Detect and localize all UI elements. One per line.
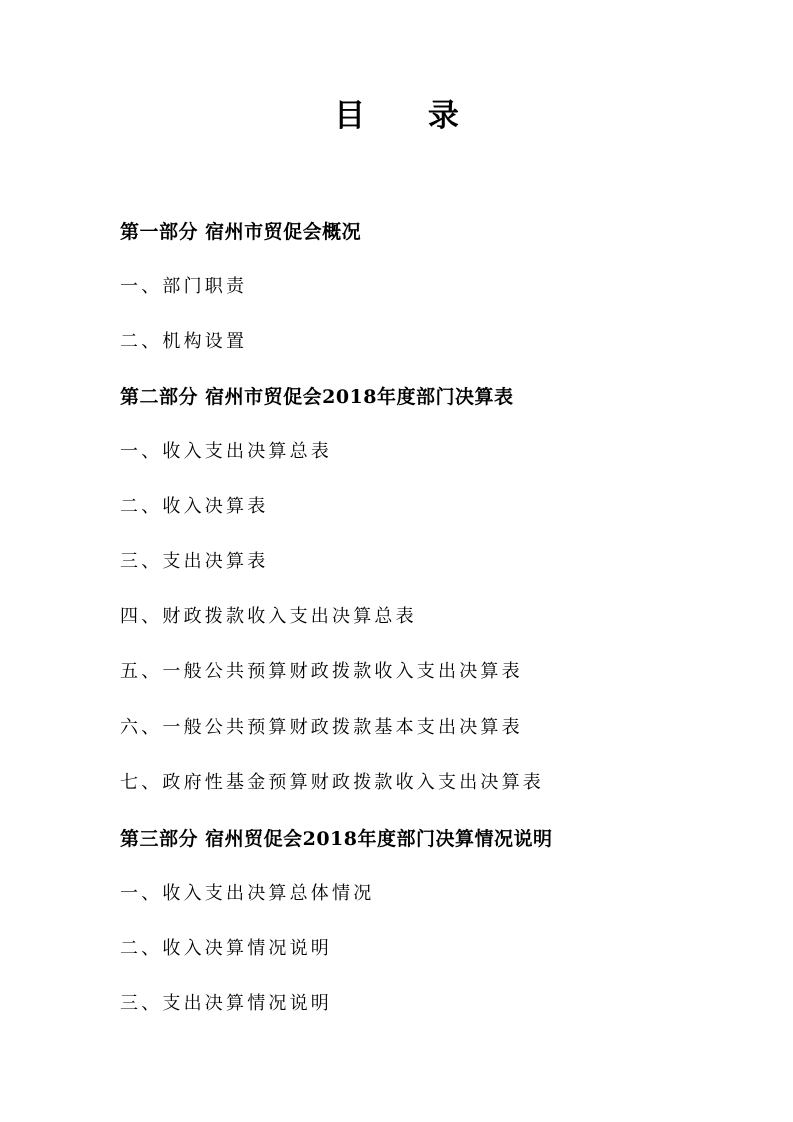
toc-item: 二、收入决算情况说明 bbox=[120, 938, 332, 959]
toc-item: 四、财政拨款收入支出决算总表 bbox=[120, 606, 417, 627]
toc-item: 一、收入支出决算总体情况 bbox=[120, 883, 375, 904]
toc-item: 七、政府性基金预算财政拨款收入支出决算表 bbox=[120, 772, 544, 793]
toc-part-heading: 第一部分 宿州市贸促会概况 bbox=[120, 221, 362, 243]
toc-item: 二、机构设置 bbox=[120, 331, 248, 352]
toc-part-heading: 第三部分 宿州贸促会2018年度部门决算情况说明 bbox=[120, 828, 553, 850]
page-title: 目 录 bbox=[334, 98, 485, 134]
toc-item: 三、支出决算情况说明 bbox=[120, 993, 332, 1014]
toc-item: 二、收入决算表 bbox=[120, 496, 269, 517]
toc-item: 一、部门职责 bbox=[120, 276, 248, 297]
toc-item: 一、收入支出决算总表 bbox=[120, 441, 332, 462]
toc-item: 五、一般公共预算财政拨款收入支出决算表 bbox=[120, 661, 523, 682]
toc-item: 三、支出决算表 bbox=[120, 551, 269, 572]
toc-part-heading: 第二部分 宿州市贸促会2018年度部门决算表 bbox=[120, 386, 514, 408]
toc-item: 六、一般公共预算财政拨款基本支出决算表 bbox=[120, 717, 523, 738]
